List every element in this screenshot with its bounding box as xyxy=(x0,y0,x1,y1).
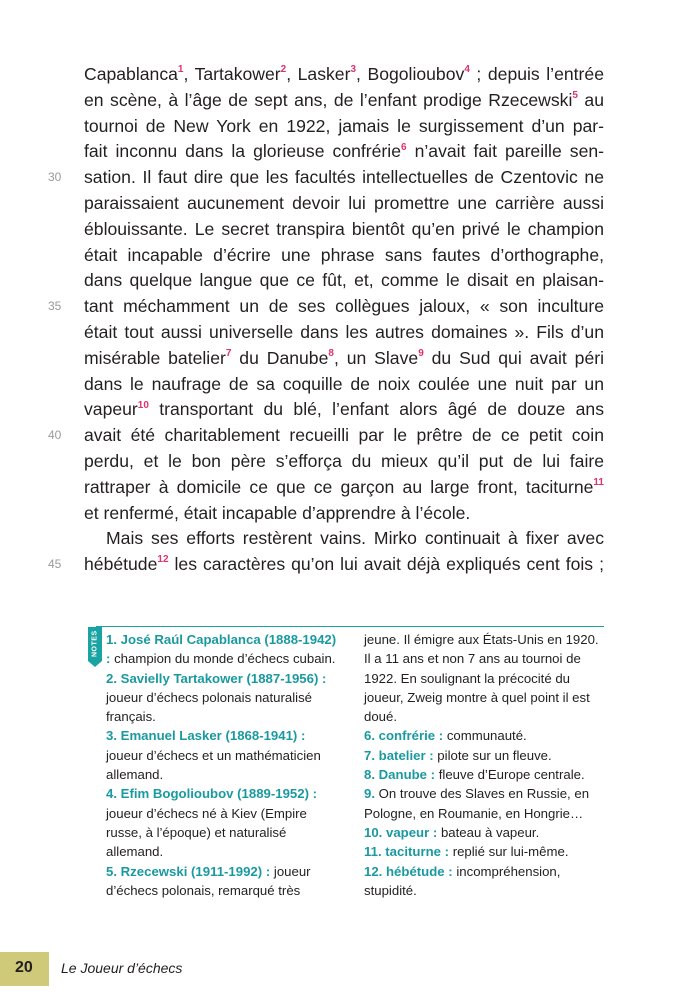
text-run: Capablanca xyxy=(84,64,178,84)
text-line xyxy=(84,139,604,165)
text-run: rattraper à domicile ce que ce garçon au large front, taciturne xyxy=(84,476,594,497)
note-term: 10. vapeur : xyxy=(364,824,438,840)
text-line xyxy=(48,165,604,191)
text-line xyxy=(48,294,604,320)
text-run: sation. Il faut dire que les facultés intellectuelles de Czentovic ne xyxy=(84,167,604,188)
note-definition: joueur d’échecs né à Kiev (Empire russe, à l’époque) et naturalisé allemand. xyxy=(106,805,307,860)
text-run: , un Slave xyxy=(333,347,419,368)
text-run: tant méchamment un de ses collègues jaloux, « son inculture xyxy=(84,296,604,317)
book-title: Le Joueur d’échecs xyxy=(61,960,183,976)
text-run: fait inconnu dans la glorieuse confrérie xyxy=(84,141,401,162)
text-run: en scène, à l’âge de sept ans, de l’enfant prodige Rzecewski xyxy=(84,89,573,110)
notes-label: NOTES xyxy=(91,630,99,658)
text-line xyxy=(84,217,604,243)
note-term: 7. batelier : xyxy=(364,747,434,763)
text-line xyxy=(84,243,604,269)
text-run: du Danube xyxy=(231,347,329,368)
text-run: paraissaient aucunement devoir lui promettre une carrière aussi xyxy=(84,192,604,213)
text-run: et renfermé, était incapable d’apprendre à l’école. xyxy=(84,502,471,523)
text-line xyxy=(48,423,604,449)
text-line xyxy=(84,372,604,398)
text-line xyxy=(84,88,604,114)
text-line xyxy=(48,552,604,578)
note-term: 2. Savielly Tartakower (1887-1956) : xyxy=(106,670,327,686)
note-definition: joueur d’échecs polonais, remarqué très xyxy=(106,863,311,898)
footnote-ref: 7 xyxy=(225,347,232,359)
line-number: 45 xyxy=(48,557,62,572)
note-definition: replié sur lui-même. xyxy=(449,844,569,860)
note-definition: joueur d’échecs polonais naturalisé français. xyxy=(106,689,313,725)
text-run: n’avait fait pareille sen- xyxy=(406,141,604,162)
note-definition: bateau à vapeur. xyxy=(437,824,540,840)
text-run: au xyxy=(577,89,604,110)
text-line xyxy=(84,62,604,88)
footnote-ref: 11 xyxy=(593,476,604,488)
note-definition: communauté. xyxy=(443,728,527,744)
note-term: 11. taciturne : xyxy=(364,844,450,860)
text-run: misérable batelier xyxy=(84,347,226,368)
note-definition: incompréhension, stupidité. xyxy=(364,863,561,898)
text-run: , Bogolioubov xyxy=(356,64,465,84)
note-item xyxy=(364,823,604,842)
text-line xyxy=(84,320,604,346)
footnote-ref: 9 xyxy=(418,347,424,359)
text-line xyxy=(84,475,604,501)
text-line xyxy=(84,501,604,527)
text-run: avait été charitablement recueilli par le prêtre de ce petit coin xyxy=(84,425,604,446)
text-run: , Tartakower xyxy=(183,64,281,84)
text-line xyxy=(84,191,604,217)
note-definition: jeune. Il émigre aux États-Unis en 1920. Il a 11 ans et non 7 ans au tournoi de 1922. En soulignant la précocité du joueur, Zweig montre à quel point il est doué. xyxy=(364,632,599,725)
note-definition: pilote sur un fleuve. xyxy=(433,747,552,763)
text-run: transportant du blé, l’enfant alors âgé de douze ans xyxy=(148,399,604,420)
text-run: tournoi de New York en 1922, jamais le surgissement d’un par- xyxy=(84,115,604,136)
note-term: 9. xyxy=(364,786,375,802)
note-item xyxy=(364,765,604,784)
text-run: les caractères qu’on lui avait déjà expliqués cent fois ; xyxy=(168,554,604,575)
text-run: éblouissante. Le secret transpira bientôt qu’en privé le champion xyxy=(84,218,604,239)
text-run: perdu, et le bon père s’efforça du mieux qu’il put de lui faire xyxy=(84,450,604,471)
notes-column-1 xyxy=(106,630,338,900)
text-line xyxy=(84,526,604,552)
text-line xyxy=(84,397,604,423)
text-run: dans le naufrage de sa coquille de noix coulée une nuit par un xyxy=(84,373,604,394)
note-term: 6. confrérie : xyxy=(364,728,444,744)
note-item xyxy=(364,842,604,861)
note-definition: fleuve d’Europe centrale. xyxy=(435,767,585,783)
notes-column-2 xyxy=(364,630,604,900)
text-run: hébétude xyxy=(84,554,158,575)
note-item xyxy=(364,726,604,745)
notes-tab-arrow-icon xyxy=(88,661,102,667)
note-definition: champion du monde d’échecs cubain. xyxy=(110,651,336,667)
note-term: 5. Rzecewski (1911-1992) : xyxy=(106,863,271,879)
note-item xyxy=(106,630,338,669)
note-term: 1. José Raúl Capablanca (1888-1942) : xyxy=(106,632,337,667)
text-run: , Lasker xyxy=(286,64,351,84)
text-run: était incapable d’écrire une phrase sans fautes d’orthographe, xyxy=(84,244,604,265)
text-run: était tout aussi universelle dans les autres domaines ». Fils d’un xyxy=(84,321,604,342)
text-line xyxy=(84,449,604,475)
text-run: vapeur xyxy=(84,399,138,420)
note-term: 12. hébétude : xyxy=(364,863,453,879)
footnote-ref: 6 xyxy=(401,141,407,153)
note-item xyxy=(364,630,604,726)
note-item xyxy=(364,784,604,823)
note-term: 8. Danube : xyxy=(364,767,436,783)
text-line xyxy=(84,114,604,140)
text-line xyxy=(84,268,604,294)
footnote-ref: 10 xyxy=(137,399,149,411)
note-item xyxy=(106,862,338,901)
footnote-ref: 5 xyxy=(572,89,578,101)
line-number: 30 xyxy=(48,170,62,185)
note-item xyxy=(364,862,604,901)
footnote-ref: 8 xyxy=(328,347,334,359)
page-number: 20 xyxy=(15,959,33,976)
note-definition: On trouve des Slaves en Russie, en Pologne, en Roumanie, en Hongrie… xyxy=(364,786,590,821)
text-run: dans quelque langue que ce fût, et, comme le disait en plaisan- xyxy=(84,270,604,291)
line-number: 40 xyxy=(48,428,62,443)
note-definition: joueur d’échecs et un mathématicien allemand. xyxy=(106,747,321,783)
note-term: 4. Efim Bogolioubov (1889-1952) : xyxy=(106,786,318,802)
note-item xyxy=(364,746,604,765)
line-number: 35 xyxy=(48,299,62,314)
note-item xyxy=(106,726,338,784)
footnote-ref: 3 xyxy=(350,64,357,76)
text-run: Mais ses efforts restèrent vains. Mirko continuait à fixer avec xyxy=(106,528,604,549)
footnote-ref: 4 xyxy=(464,64,470,76)
note-item xyxy=(106,784,338,861)
footnote-ref: 2 xyxy=(280,64,287,76)
footnote-ref: 12 xyxy=(157,554,169,566)
note-item xyxy=(106,669,338,727)
footnote-ref: 1 xyxy=(177,64,184,76)
note-term: 3. Emanuel Lasker (1868-1941) : xyxy=(106,728,306,744)
body-text xyxy=(48,62,604,578)
text-run: ; depuis l’entrée xyxy=(469,64,604,84)
notes-divider xyxy=(96,626,604,627)
text-run: du Sud qui avait péri xyxy=(423,347,604,368)
text-line xyxy=(84,346,604,372)
